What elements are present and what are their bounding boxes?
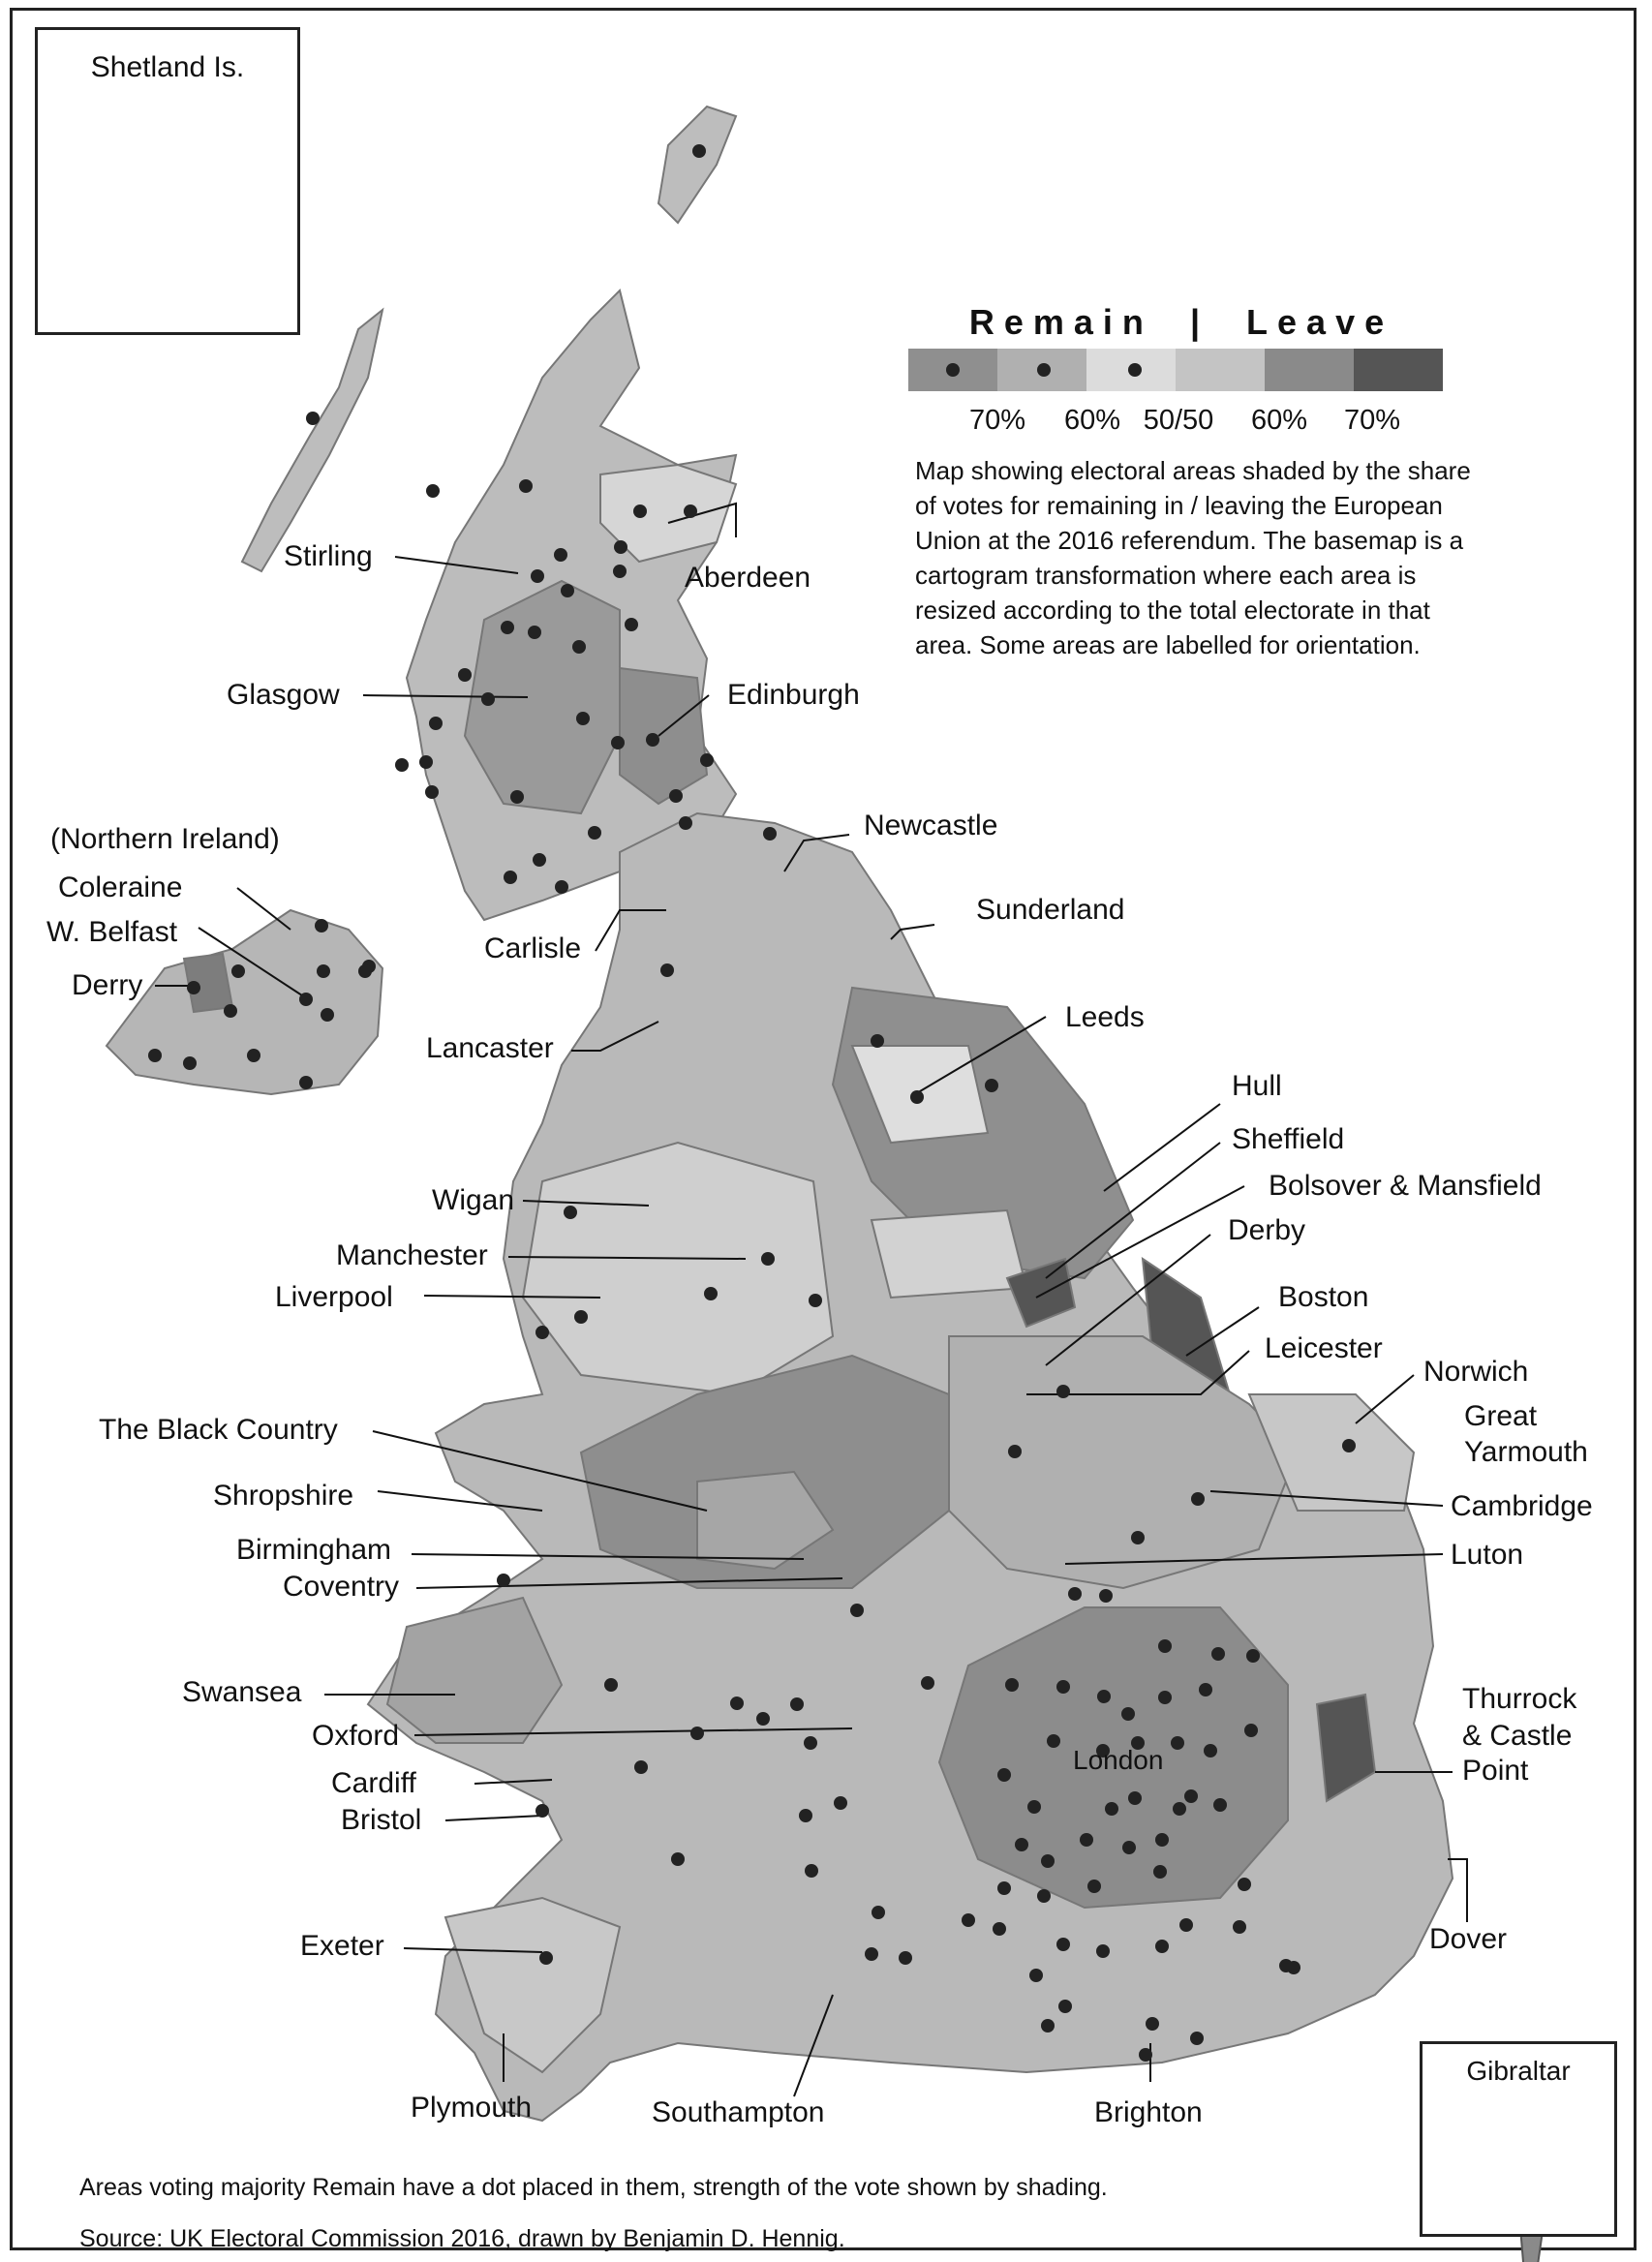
label-w-belfast: W. Belfast	[46, 916, 178, 948]
region-edinburgh	[620, 668, 707, 804]
label-great-yarmouth-2: Yarmouth	[1464, 1436, 1588, 1468]
label-london: London	[1073, 1745, 1164, 1775]
label-coleraine: Coleraine	[58, 871, 183, 903]
label-stirling: Stirling	[284, 540, 373, 572]
label-thurrock-2: & Castle	[1462, 1720, 1573, 1752]
label-cardiff: Cardiff	[331, 1767, 416, 1799]
label-derry: Derry	[72, 969, 143, 1001]
label-luton: Luton	[1451, 1539, 1524, 1571]
label-sunderland: Sunderland	[976, 894, 1125, 926]
legend-remain-label: Remain	[968, 302, 1153, 342]
label-boston: Boston	[1278, 1281, 1369, 1313]
footer-source: Source: UK Electoral Commission 2016, drawn by Benjamin D. Hennig.	[79, 2225, 845, 2252]
legend-dots	[0, 0, 1652, 407]
label-thurrock-1: Thurrock	[1462, 1683, 1577, 1715]
label-newcastle: Newcastle	[864, 810, 998, 841]
legend-leave-label: Leave	[1246, 302, 1394, 342]
label-bolsover: Bolsover & Mansfield	[1269, 1170, 1542, 1202]
label-exeter: Exeter	[300, 1930, 384, 1962]
label-brighton: Brighton	[1094, 2096, 1203, 2128]
label-sheffield: Sheffield	[1232, 1123, 1345, 1155]
tick-leave-60: 60%	[1250, 405, 1308, 436]
region-east-midlands	[949, 1336, 1298, 1588]
label-bristol: Bristol	[341, 1804, 422, 1836]
label-black-country: The Black Country	[99, 1414, 338, 1446]
label-leeds: Leeds	[1065, 1001, 1145, 1033]
label-wigan: Wigan	[432, 1184, 515, 1216]
label-derby: Derby	[1228, 1214, 1306, 1246]
label-southampton: Southampton	[652, 2096, 825, 2128]
gibraltar-inset	[1420, 2041, 1617, 2237]
label-great-yarmouth-1: Great	[1464, 1400, 1538, 1432]
label-leicester: Leicester	[1265, 1332, 1383, 1364]
tick-remain-60: 60%	[1063, 405, 1121, 436]
label-dover: Dover	[1429, 1923, 1508, 1955]
label-birmingham: Birmingham	[236, 1534, 392, 1566]
label-coventry: Coventry	[283, 1571, 400, 1603]
label-liverpool: Liverpool	[275, 1281, 393, 1313]
label-carlisle: Carlisle	[484, 932, 582, 964]
footer-note: Areas voting majority Remain have a dot placed in them, strength of the vote shown by shading.	[79, 2174, 1108, 2201]
label-northern-ireland: (Northern Ireland)	[50, 823, 280, 855]
label-swansea: Swansea	[182, 1676, 302, 1708]
region-sheffield	[872, 1210, 1026, 1298]
label-aberdeen: Aberdeen	[685, 562, 811, 594]
label-edinburgh: Edinburgh	[727, 679, 860, 711]
tick-leave-70: 70%	[1343, 405, 1401, 436]
label-norwich: Norwich	[1423, 1356, 1529, 1388]
label-lancaster: Lancaster	[426, 1032, 554, 1064]
label-shropshire: Shropshire	[213, 1480, 354, 1512]
label-cambridge: Cambridge	[1451, 1490, 1593, 1522]
label-glasgow: Glasgow	[227, 679, 340, 711]
shetland-title: Shetland Is.	[90, 51, 245, 83]
label-hull: Hull	[1232, 1070, 1282, 1102]
legend-separator: |	[1189, 302, 1210, 342]
label-oxford: Oxford	[312, 1720, 400, 1752]
label-thurrock-3: Point	[1462, 1755, 1529, 1787]
gibraltar-title: Gibraltar	[1466, 2056, 1571, 2086]
label-manchester: Manchester	[336, 1239, 488, 1271]
label-plymouth: Plymouth	[411, 2092, 533, 2124]
tick-50-50: 50/50	[1143, 405, 1214, 436]
region-liverpool-manchester	[523, 1143, 833, 1394]
tick-remain-70: 70%	[968, 405, 1026, 436]
map-description: Map showing electoral areas shaded by the share of votes for remaining in / leaving the European Union at the 2016 referendum. The basemap is a cartogram transformation where each area is resized according to the total electorate in that area. Some areas are labelled for orientation.	[915, 456, 1471, 659]
